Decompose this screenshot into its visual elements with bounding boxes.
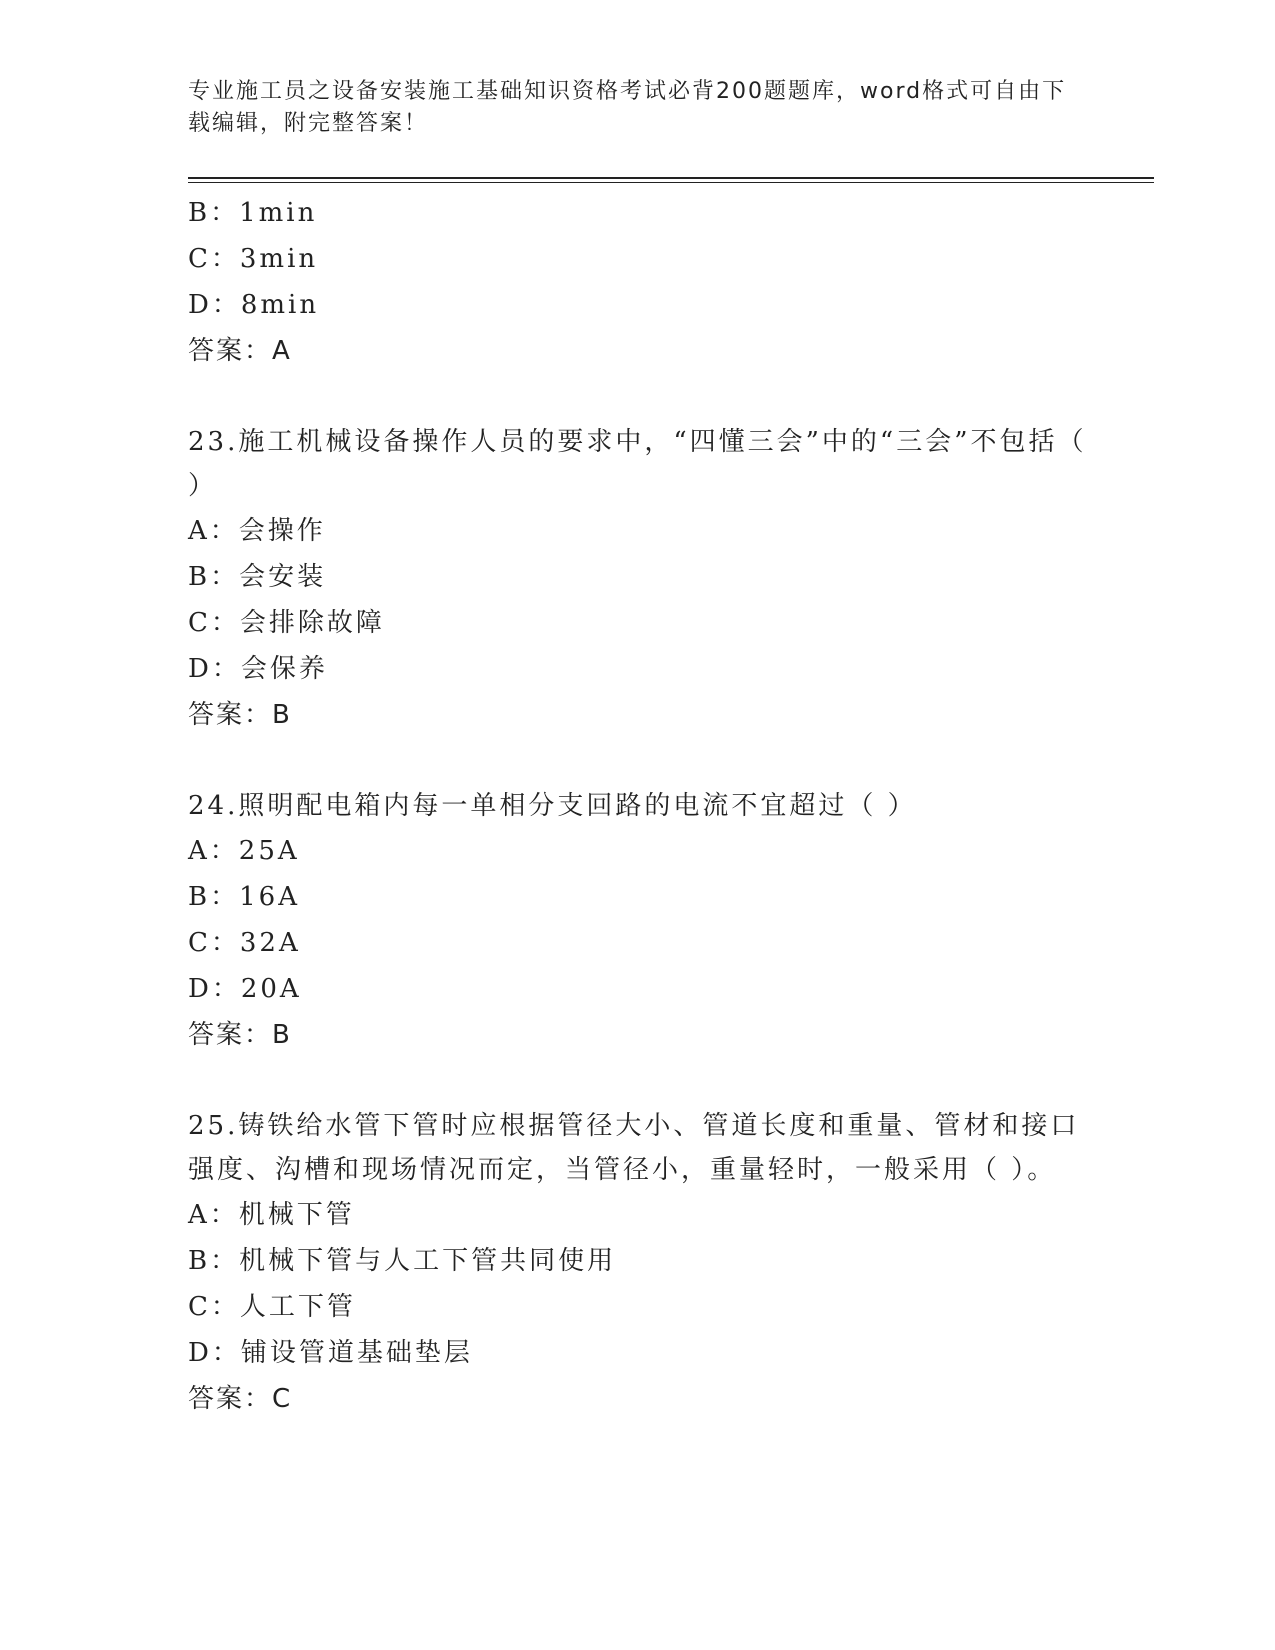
question-24 [188, 784, 1088, 1058]
option-b: B：16A [188, 882, 300, 912]
option-b: B：会安装 [188, 562, 327, 592]
option-b: B：1min [188, 198, 318, 228]
option-c: C：会排除故障 [188, 608, 385, 638]
question-25 [188, 1104, 1088, 1422]
option-d: D：8min [188, 290, 320, 320]
option-b: B：机械下管与人工下管共同使用 [188, 1246, 617, 1276]
answer: 答案：B [188, 1020, 292, 1050]
header-rule-thick [188, 177, 1154, 179]
option-d: D：20A [188, 974, 302, 1004]
option-c: C：人工下管 [188, 1292, 356, 1322]
question-list [188, 190, 1088, 1422]
option-a: A：会操作 [188, 516, 326, 546]
option-c: C：3min [188, 244, 319, 274]
answer: 答案：C [188, 1384, 293, 1414]
header-rule-thin [188, 182, 1154, 183]
answer: 答案：B [188, 700, 292, 730]
option-d: D：铺设管道基础垫层 [188, 1338, 473, 1368]
option-c: C：32A [188, 928, 301, 958]
document-header: 专业施工员之设备安装施工基础知识资格考试必背200题题库，word格式可自由下载编辑，附完整答案！ [188, 79, 1067, 136]
question-text: 23.施工机械设备操作人员的要求中，“四懂三会”中的“三会”不包括（ ） [188, 427, 1087, 501]
question-text: 25.铸铁给水管下管时应根据管径大小、管道长度和重量、管材和接口强度、沟槽和现场情况而定，当管径小，重量轻时，一般采用（ ）。 [188, 1111, 1080, 1185]
option-a: A：机械下管 [188, 1200, 355, 1230]
question-22 [188, 190, 1088, 374]
option-a: A：25A [188, 836, 300, 866]
question-text: 24.照明配电箱内每一单相分支回路的电流不宜超过（ ） [188, 791, 917, 821]
question-23 [188, 420, 1088, 738]
answer: 答案：A [188, 336, 292, 366]
option-d: D：会保养 [188, 654, 328, 684]
